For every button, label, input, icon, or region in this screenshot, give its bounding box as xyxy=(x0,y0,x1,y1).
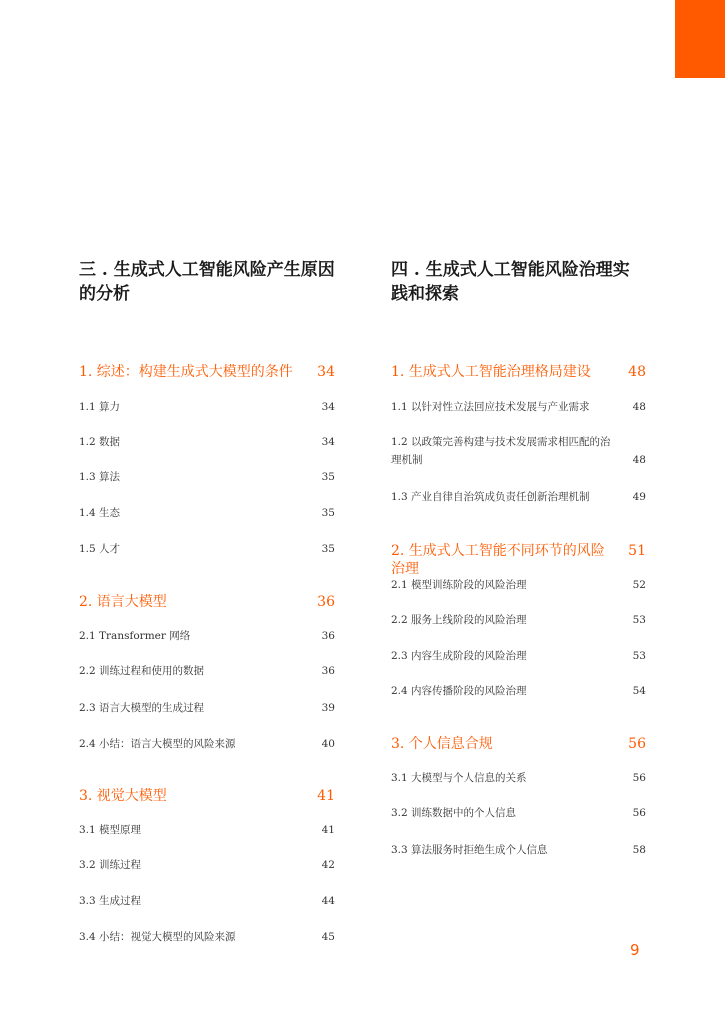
toc-item-label: 2.2 训练过程和使用的数据 xyxy=(79,665,205,677)
toc-page-number: 34 xyxy=(317,364,335,380)
toc-page-number: 53 xyxy=(632,650,646,662)
toc-page-number: 40 xyxy=(321,738,335,750)
toc-item-label: 2.3 内容生成阶段的风险治理 xyxy=(391,650,527,662)
toc-page-number: 36 xyxy=(321,665,335,677)
toc-item-label: 1.2 以政策完善构建与技术发展需求相匹配的治理机制 xyxy=(391,436,611,466)
toc-page-number: 39 xyxy=(321,702,335,714)
toc-page-number: 35 xyxy=(321,543,335,555)
toc-item[interactable] xyxy=(391,488,646,506)
part-title: 四 . 生成式人工智能风险治理实践和探索 xyxy=(391,260,630,304)
toc-page-number: 56 xyxy=(632,807,646,819)
toc-item[interactable] xyxy=(79,662,335,680)
toc-item[interactable] xyxy=(391,576,646,594)
toc-item[interactable] xyxy=(391,682,646,700)
toc-page-number: 44 xyxy=(321,895,335,907)
toc-item-label: 3.1 模型原理 xyxy=(79,824,142,836)
toc-item[interactable] xyxy=(391,841,646,859)
toc-section-entry[interactable] xyxy=(391,363,646,381)
toc-page-number: 51 xyxy=(628,543,646,559)
toc-item[interactable] xyxy=(391,398,646,416)
toc-item[interactable] xyxy=(79,821,335,839)
toc-item-label: 1.1 算力 xyxy=(79,401,121,413)
toc-item-label: 2.3 语言大模型的生成过程 xyxy=(79,702,205,714)
toc-section-entry[interactable] xyxy=(79,363,335,381)
toc-item[interactable] xyxy=(79,735,335,753)
toc-item[interactable] xyxy=(79,468,335,486)
toc-item-label: 3.1 大模型与个人信息的关系 xyxy=(391,772,527,784)
part-title: 三 . 生成式人工智能风险产生原因的分析 xyxy=(79,260,335,304)
toc-item-label: 2.1 模型训练阶段的风险治理 xyxy=(391,579,527,591)
toc-page-number: 34 xyxy=(321,436,335,448)
toc-page-number: 56 xyxy=(628,736,646,752)
toc-page-number: 41 xyxy=(317,788,335,804)
corner-accent-block xyxy=(675,0,725,78)
toc-item-label: 2.4 内容传播阶段的风险治理 xyxy=(391,685,527,697)
toc-section-entry[interactable] xyxy=(79,787,335,805)
toc-section-label: 1. 生成式人工智能治理格局建设 xyxy=(391,364,591,380)
toc-item-label: 2.2 服务上线阶段的风险治理 xyxy=(391,614,527,626)
toc-page-number: 42 xyxy=(321,859,335,871)
toc-item[interactable] xyxy=(391,647,646,665)
toc-page-number: 41 xyxy=(321,824,335,836)
toc-page-number: 35 xyxy=(321,507,335,519)
toc-item[interactable] xyxy=(79,928,335,946)
toc-section-entry[interactable] xyxy=(79,593,335,611)
toc-page-number: 53 xyxy=(632,614,646,626)
toc-item-label: 1.1 以针对性立法回应技术发展与产业需求 xyxy=(391,401,590,413)
toc-page-number: 54 xyxy=(632,685,646,697)
toc-page-number: 45 xyxy=(321,931,335,943)
toc-section-label: 3. 视觉大模型 xyxy=(79,788,167,804)
toc-item-label: 3.2 训练数据中的个人信息 xyxy=(391,807,517,819)
toc-item-label: 3.3 生成过程 xyxy=(79,895,142,907)
toc-page-number: 52 xyxy=(632,579,646,591)
toc-item-label: 1.3 产业自律自治筑成负责任创新治理机制 xyxy=(391,491,590,503)
toc-section-label: 2. 语言大模型 xyxy=(79,594,167,610)
toc-item-label: 1.3 算法 xyxy=(79,471,121,483)
toc-section-label: 1. 综述：构建生成式大模型的条件 xyxy=(79,364,293,380)
toc-item-label: 2.1 Transformer 网络 xyxy=(79,630,191,642)
toc-item-label: 3.4 小结：视觉大模型的风险来源 xyxy=(79,931,236,943)
toc-item[interactable] xyxy=(391,804,646,822)
toc-item-label: 1.2 数据 xyxy=(79,436,121,448)
toc-item-label: 3.2 训练过程 xyxy=(79,859,142,871)
toc-item[interactable] xyxy=(391,433,646,469)
toc-page-number: 48 xyxy=(632,454,646,466)
toc-item[interactable] xyxy=(79,856,335,874)
toc-section-label: 3. 个人信息合规 xyxy=(391,736,493,752)
toc-section-entry[interactable] xyxy=(391,542,646,578)
toc-item-label: 1.4 生态 xyxy=(79,507,121,519)
toc-item[interactable] xyxy=(391,611,646,629)
toc-item-label: 1.5 人才 xyxy=(79,543,121,555)
toc-item[interactable] xyxy=(79,433,335,451)
toc-section-label: 2. 生成式人工智能不同环节的风险治理 xyxy=(391,543,605,577)
toc-item[interactable] xyxy=(79,627,335,645)
toc-item[interactable] xyxy=(79,398,335,416)
page-number: 9 xyxy=(630,941,640,959)
toc-item-label: 2.4 小结：语言大模型的风险来源 xyxy=(79,738,236,750)
toc-item-label: 3.3 算法服务时拒绝生成个人信息 xyxy=(391,844,548,856)
toc-page-number: 36 xyxy=(321,630,335,642)
toc-item[interactable] xyxy=(79,540,335,558)
toc-page-number: 48 xyxy=(628,364,646,380)
toc-item[interactable] xyxy=(79,699,335,717)
toc-page-number: 36 xyxy=(317,594,335,610)
toc-item[interactable] xyxy=(79,892,335,910)
toc-section-entry[interactable] xyxy=(391,735,646,753)
toc-page-number: 35 xyxy=(321,471,335,483)
toc-item[interactable] xyxy=(79,504,335,522)
toc-item[interactable] xyxy=(391,769,646,787)
toc-page-number: 34 xyxy=(321,401,335,413)
toc-page-number: 58 xyxy=(632,844,646,856)
toc-page-number: 49 xyxy=(632,491,646,503)
toc-page-number: 48 xyxy=(632,401,646,413)
toc-page-number: 56 xyxy=(632,772,646,784)
